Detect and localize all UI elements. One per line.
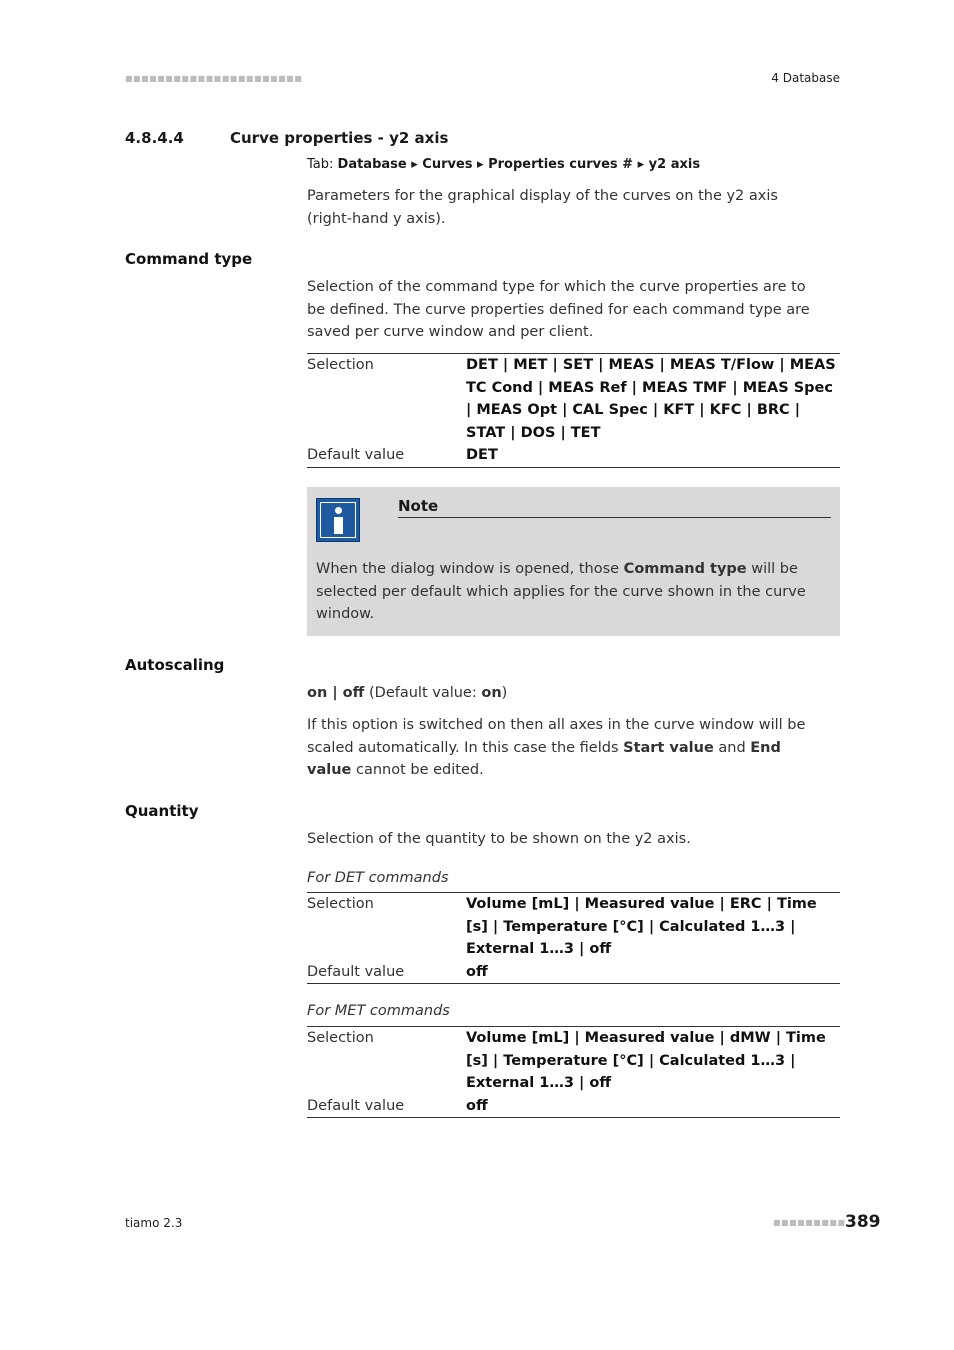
det-table — [307, 892, 840, 984]
autoscaling-options: on | off (Default value: on) — [307, 685, 508, 701]
footer-product: tiamo 2.3 — [125, 1216, 183, 1230]
default-label: Default value — [307, 963, 405, 980]
tab-breadcrumb: Database ▸ Curves ▸ Properties curves # ▸ y2 axis — [337, 157, 701, 172]
selection-label: Selection — [307, 357, 374, 373]
command-type-table — [307, 353, 840, 468]
table-row — [307, 1027, 840, 1095]
table-row — [307, 444, 840, 467]
note-title: Note — [398, 497, 831, 518]
command-type-heading: Command type — [125, 250, 253, 268]
table-row — [307, 893, 840, 961]
quantity-description: Selection of the quantity to be shown on the y2 axis. — [307, 831, 691, 847]
det-caption: For DET commands — [307, 870, 449, 886]
selection-label: Selection — [307, 1030, 374, 1046]
command-type-description: Selection of the command type for which the curve properties are to be defined. The curve properties defined for each command type are saved per curve window and per client. — [307, 279, 810, 340]
tab-prefix: Tab: — [307, 157, 334, 172]
section-number: 4.8.4.4 — [125, 129, 184, 147]
selection-value: DET | MET | SET | MEAS | MEAS T/Flow | MEAS TC Cond | MEAS Ref | MEAS TMF | MEAS Spec | MEAS Opt | CAL Spec | KFT | KFC | BRC | STAT | DOS | TET — [466, 357, 836, 441]
table-row — [307, 354, 840, 445]
intro-paragraph: Parameters for the graphical display of the curves on the y2 axis (right-hand y axis). — [307, 188, 778, 227]
table-row — [307, 1095, 840, 1118]
page-number: 389 — [845, 1212, 881, 1232]
note-text: When the dialog window is opened, those Command type will be selected per default which applies for the curve shown in the curve window. — [316, 561, 806, 622]
note-box — [307, 487, 840, 636]
section-title: Curve properties - y2 axis — [230, 129, 449, 147]
default-label: Default value — [307, 1097, 405, 1114]
table-row — [307, 961, 840, 984]
chapter-title: 4 Database — [771, 71, 840, 85]
met-caption: For MET commands — [307, 1003, 450, 1019]
autoscaling-heading: Autoscaling — [125, 656, 225, 674]
tab-path — [307, 157, 700, 172]
met-table — [307, 1026, 840, 1118]
autoscaling-default: on — [481, 685, 502, 701]
quantity-heading: Quantity — [125, 802, 199, 820]
info-icon — [316, 498, 360, 542]
autoscaling-description: If this option is switched on then all axes in the curve window will be scaled automatically. In this case the fields Start value and End value cannot be edited. — [307, 717, 806, 778]
default-label: Default value — [307, 447, 405, 463]
footer-decoration: ■■■■■■■■■ — [773, 1218, 846, 1227]
header-decoration: ■■■■■■■■■■■■■■■■■■■■■■ — [125, 74, 303, 83]
default-value: off — [466, 1097, 488, 1114]
selection-label: Selection — [307, 896, 374, 912]
default-value: DET — [466, 447, 498, 463]
autoscaling-option-values: on | off — [307, 685, 365, 701]
selection-value: Volume [mL] | Measured value | dMW | Time [s] | Temperature [°C] | Calculated 1…3 | External 1…3 | off — [466, 1030, 826, 1091]
selection-value: Volume [mL] | Measured value | ERC | Time [s] | Temperature [°C] | Calculated 1…3 | External 1…3 | off — [466, 896, 817, 957]
default-value: off — [466, 963, 488, 980]
